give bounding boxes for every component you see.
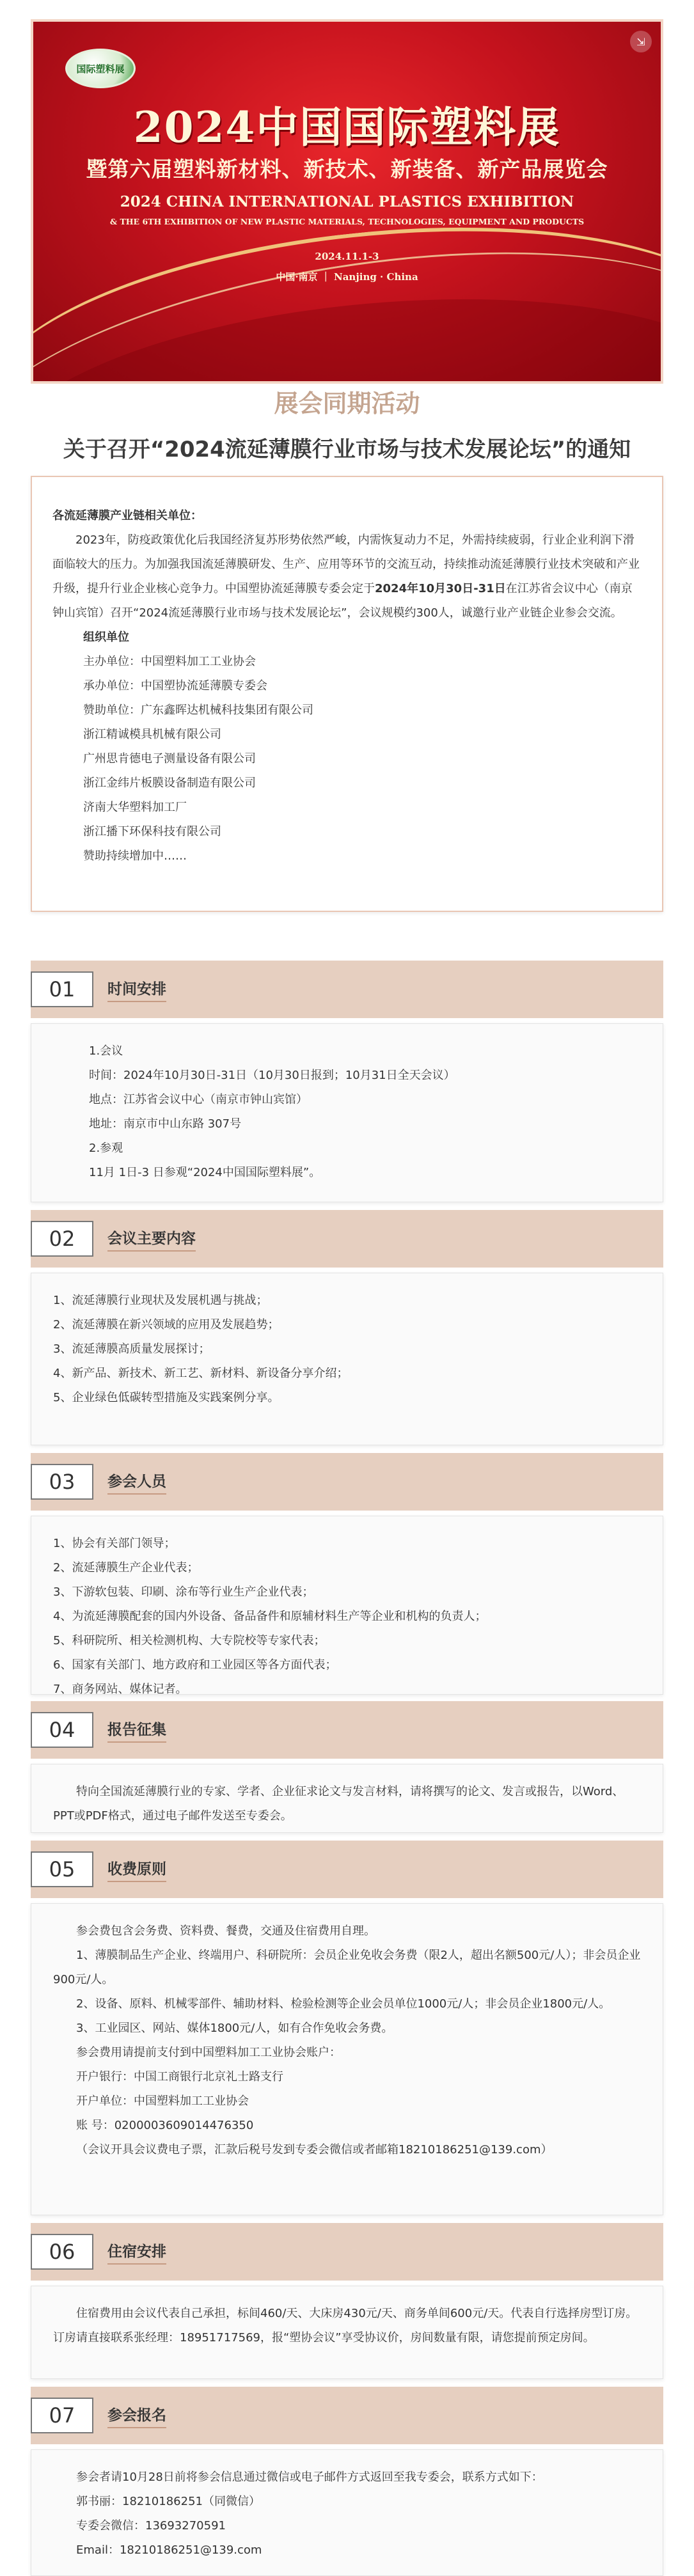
notice-title: 关于召开“2024流延薄膜行业市场与技术发展论坛”的通知 [63, 437, 631, 462]
section-number: 03 [31, 1464, 93, 1500]
org-label: 组织单位 [83, 631, 129, 644]
section-tab-07 [31, 2387, 663, 2444]
section-tab-01 [31, 961, 663, 1018]
org-item: 赞助单位：广东鑫晖达机械科技集团有限公司 [83, 703, 313, 717]
section-label: 收费原则 [107, 1857, 166, 1882]
section-number: 02 [31, 1221, 93, 1257]
section-line: 开户银行：中国工商银行北京礼士路支行 [76, 2070, 283, 2084]
section-line: 地点：江苏省会议中心（南京市钟山宾馆） [89, 1093, 308, 1106]
org-item: 浙江金纬片板膜设备制造有限公司 [83, 776, 256, 790]
section-line: 参会费用请提前支付到中国塑料加工工业协会账户： [76, 2046, 341, 2059]
org-item: 赞助持续增加中…… [83, 849, 187, 863]
banner-date: 2024.11.1-3 [315, 251, 379, 262]
expand-icon[interactable]: ⇲ [630, 31, 652, 52]
section-line: 时间：2024年10月30日-31日（10月30日报到；10月31日全天会议） [89, 1069, 455, 1082]
banner-title: 2024中国国际塑料展 [133, 102, 561, 152]
section-tab-04 [31, 1701, 663, 1759]
section-line: 地址：南京市中山东路 307号 [89, 1117, 242, 1131]
section-line: 账 号：0200003609014476350 [76, 2119, 254, 2132]
section-line: 特向全国流延薄膜行业的专家、学者、企业征求论文与发言材料，请将撰写的论文、发言或报告，以Word、PPT或PDF格式，通过电子邮件发送至专委会。 [53, 1785, 624, 1823]
section-label: 参会人员 [107, 1470, 166, 1495]
section-line: 1、薄膜制品生产企业、终端用户、科研院所：会员企业免收会务费（限2人，超出名额500元/人）；非会员企业900元/人。 [53, 1949, 641, 1986]
section-line: 参会者请10月28日前将参会信息通过微信或电子邮件方式返回至我专委会，联系方式如下： [76, 2470, 543, 2484]
section-line: 3、下游软包装、印刷、涂布等行业生产企业代表； [53, 1585, 314, 1599]
section-line: 5、科研院所、相关检测机构、大专院校等专家代表； [53, 1634, 326, 1647]
org-item: 广州思肯德电子测量设备有限公司 [83, 752, 256, 766]
section-line: 1.会议 [89, 1044, 123, 1058]
section-line: 1、流延薄膜行业现状及发展机遇与挑战； [53, 1294, 268, 1307]
section-number: 01 [31, 971, 93, 1007]
section-content-06 [31, 2286, 663, 2379]
section-label: 报告征集 [107, 1718, 166, 1743]
section-content-01 [31, 1023, 663, 1202]
section-line: 6、国家有关部门、地方政府和工业园区等各方面代表； [53, 1658, 337, 1672]
section-line: 11月 1日-3 日参观“2024中国国际塑料展”。 [89, 1166, 321, 1179]
banner-location: 中国·南京 ｜ Nanjing · China [276, 271, 418, 283]
section-content-02 [31, 1273, 663, 1445]
org-item: 承办单位：中国塑协流延薄膜专委会 [83, 679, 267, 693]
section-number: 04 [31, 1712, 93, 1748]
section-line: 专委会微信：13693270591 [76, 2519, 226, 2533]
org-item: 济南大华塑料加工厂 [83, 801, 187, 814]
section-line: Email：18210186251@139.com [76, 2543, 262, 2557]
section-line: （会议开具会议费电子票，汇款后税号发到专委会微信或者邮箱18210186251@139.com） [76, 2143, 553, 2156]
section-label: 时间安排 [107, 977, 166, 1002]
banner-subtitle: 暨第六届塑料新材料、新技术、新装备、新产品展览会 [86, 157, 608, 182]
banner-english-title: 2024 CHINA INTERNATIONAL PLASTICS EXHIBITION [120, 193, 574, 210]
section-line: 2、流延薄膜在新兴领域的应用及发展趋势； [53, 1318, 280, 1331]
section-number: 06 [31, 2234, 93, 2270]
org-list [52, 650, 642, 868]
section-tab-03 [31, 1453, 663, 1511]
section-line: 郭书丽：18210186251（同微信） [76, 2495, 260, 2508]
section-label: 会议主要内容 [107, 1227, 196, 1252]
section-tab-02 [31, 1210, 663, 1268]
notice-body: 2023年，防疫政策优化后我国经济复苏形势依然严峻，内需恢复动力不足，外需持续疲弱，行业企业利润下滑面临较大的压力。为加强我国流延薄膜研发、生产、应用等环节的交流互动，持续推动流延薄膜行业技术突破和产业升级，提升行业企业核心竞争力。中国塑协流延薄膜专委会定于2024年10月30日-31日在江苏省会议中心（南京钟山宾馆）召开“2024流延薄膜行业市场与技术发展论坛”，会议规模约300人，诚邀行业产业链企业参会交流。 [52, 533, 640, 620]
section-line: 开户单位：中国塑料加工工业协会 [76, 2094, 249, 2108]
section-tab-05 [31, 1841, 663, 1898]
event-banner [31, 19, 663, 384]
banner-english-subtitle: & THE 6TH EXHIBITION OF NEW PLASTIC MATERIALS, TECHNOLOGIES, EQUIPMENT AND PRODUCTS [109, 217, 585, 226]
section-content-03 [31, 1516, 663, 1695]
section-content-07 [31, 2449, 663, 2576]
section-line: 7、商务网站、媒体记者。 [53, 1683, 187, 1696]
notice-greeting: 各流延薄膜产业链相关单位： [52, 509, 202, 522]
section-line: 住宿费用由会议代表自己承担，标间460/天、大床房430元/天、商务单间600元/天。代表自行选择房型订房。订房请直接联系张经理：18951717569，报“塑协会议”享受协议价，房间数量有限，请您提前预定房间。 [53, 2307, 638, 2344]
section-tab-06 [31, 2223, 663, 2281]
org-item: 浙江播下环保科技有限公司 [83, 825, 221, 838]
section-line: 5、企业绿色低碳转型措施及实践案例分享。 [53, 1391, 280, 1404]
section-line: 3、流延薄膜高质量发展探讨； [53, 1342, 210, 1356]
notice-box [31, 476, 663, 912]
section-line: 3、工业园区、网站、媒体1800元/人，如有合作免收会务费。 [76, 2022, 393, 2035]
section-line: 4、为流延薄膜配套的国内外设备、备品备件和原辅材料生产等企业和机构的负责人； [53, 1610, 487, 1623]
section-line: 2、设备、原料、机械零部件、辅助材料、检验检测等企业会员单位1000元/人；非会员企业1800元/人。 [76, 1997, 611, 2011]
section-line: 2、流延薄膜生产企业代表； [53, 1561, 199, 1575]
section-line: 4、新产品、新技术、新工艺、新材料、新设备分享介绍； [53, 1367, 349, 1380]
section-number: 05 [31, 1851, 93, 1887]
section-label: 住宿安排 [107, 2240, 166, 2265]
exhibition-logo: 国际塑料展 [65, 49, 136, 88]
org-item: 主办单位：中国塑料加工工业协会 [83, 655, 256, 668]
section-number: 07 [31, 2398, 93, 2433]
section-line: 1、协会有关部门领导； [53, 1537, 176, 1550]
org-item: 浙江精诚模具机械有限公司 [83, 728, 221, 741]
section-content-05 [31, 1903, 663, 2215]
section-line: 参会费包含会务费、资料费、餐费，交通及住宿费用自理。 [76, 1924, 375, 1938]
section-line: 2.参观 [89, 1142, 123, 1155]
section-label: 参会报名 [107, 2403, 166, 2428]
section-heading: 展会同期活动 [274, 389, 420, 418]
section-content-04 [31, 1764, 663, 1833]
